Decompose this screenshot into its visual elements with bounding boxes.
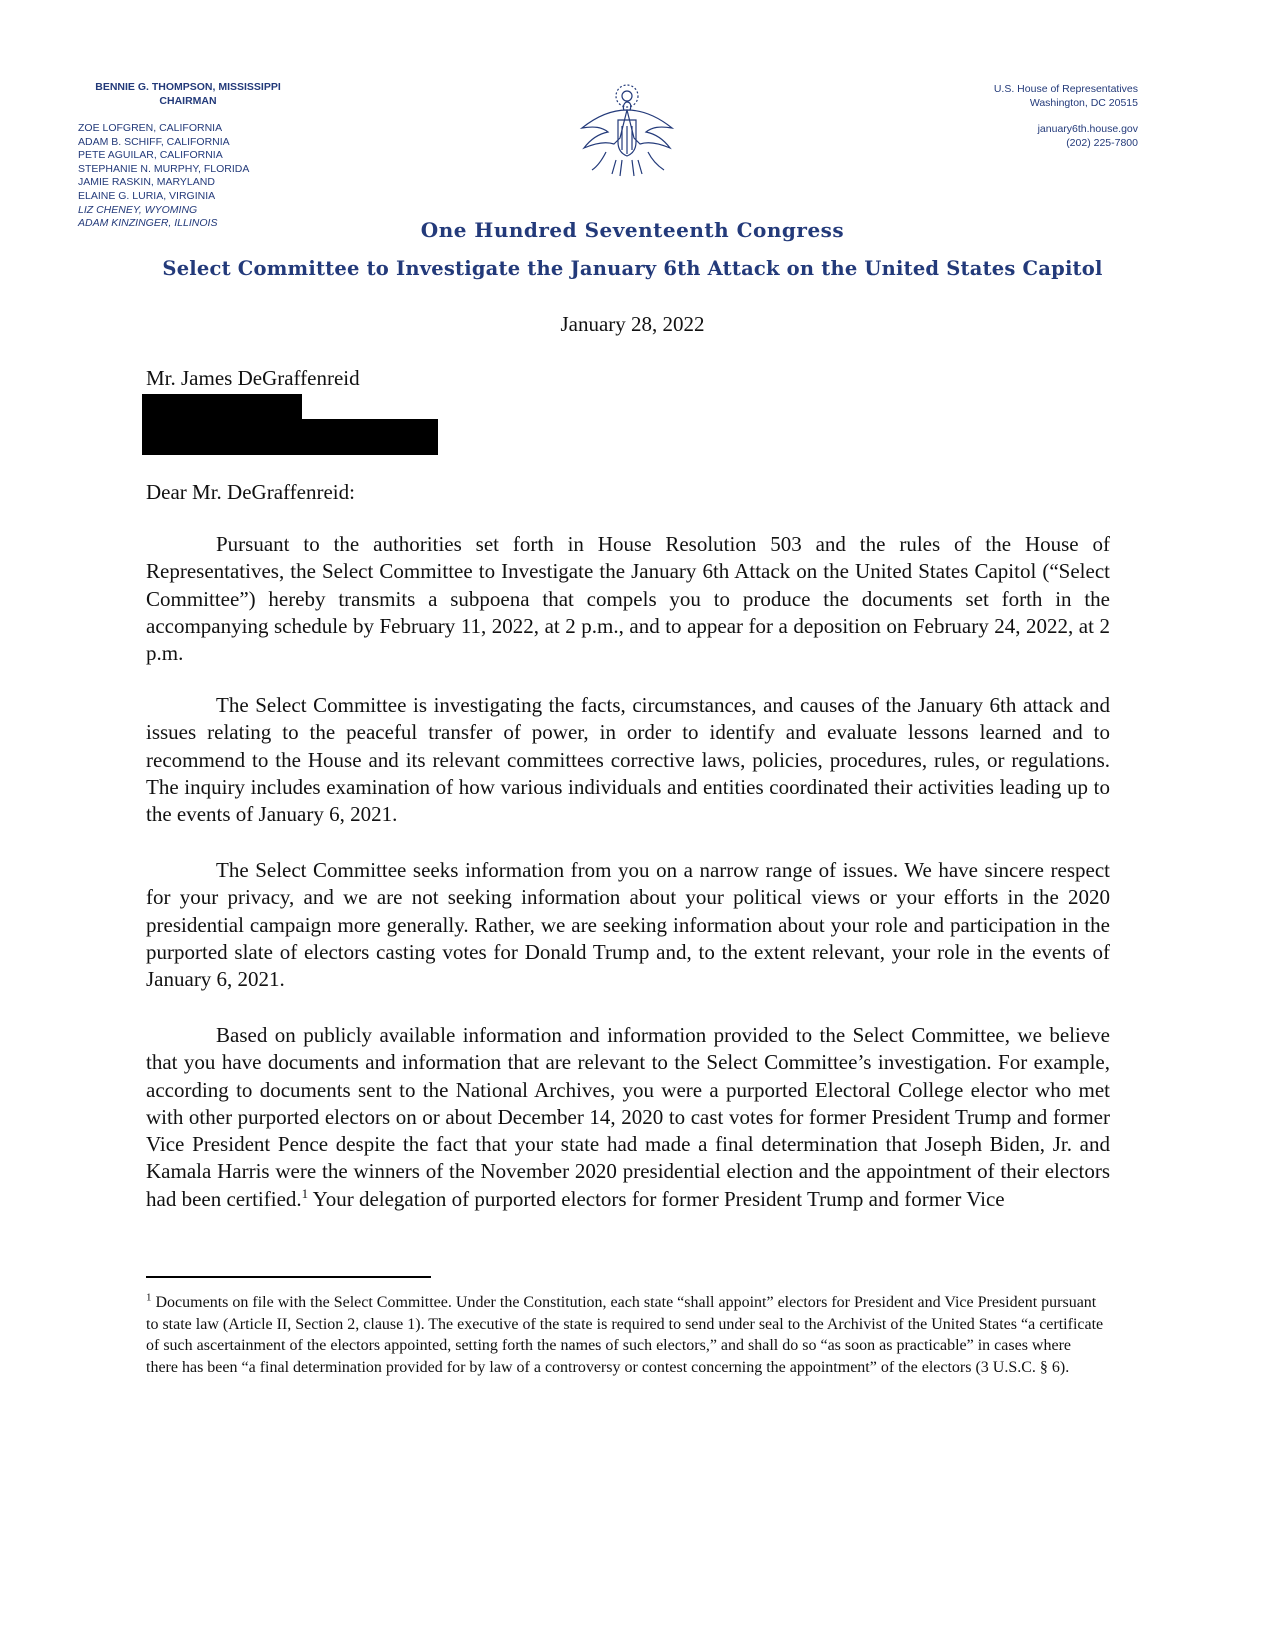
paragraph (146, 1022, 1110, 1213)
paragraph-text: Your delegation of purported electors for former President Trump and former Vice (308, 1186, 1005, 1211)
committee-members (78, 122, 249, 231)
footnote (146, 1292, 1106, 1378)
address-line: U.S. House of Representatives (993, 83, 1138, 95)
paragraph: Pursuant to the authorities set forth in House Resolution 503 and the rules of the House of Representatives, the Select Committee to Investigate the January 6th Attack on the United States Capitol (“Select Committee”) hereby transmits a subpoena that compels you to produce the documents set forth in the accompanying schedule by February 11, 2022, at 2 p.m., and to appear for a deposition on February 24, 2022, at 2 p.m. (146, 532, 1110, 666)
congress-heading: One Hundred Seventeenth Congress (420, 218, 845, 242)
member-name: ADAM B. SCHIFF, CALIFORNIA (78, 135, 230, 148)
footnote-number: 1 (146, 1291, 152, 1304)
footnote-text: Documents on file with the Select Committee. Under the Constitution, each state “shall appoint” electors for President and Vice President pursuant to state law (Article II, Section 2, clause 1). The executive of the state is required to send under seal to the Archivist of the United States “a certificate of such ascertainment of the electors appointed, setting forth the names of such electors,” and shall do so “as soon as practicable” in cases where there has been “a final determination provided for by law of a controversy or contest concerning the appointment” of the electors (3 U.S.C. § 6). (146, 1294, 1104, 1376)
paragraph: The Select Committee seeks information from you on a narrow range of issues. We have sincere respect for your privacy, and we are not seeking information about your political views or your efforts in the 2020 presidential campaign more generally. Rather, we are seeking information about your role and participation in the purported slate of electors casting votes for Donald Trump and, to the extent relevant, your role in the events of January 6, 2021. (146, 858, 1110, 992)
redaction-bar (142, 419, 438, 455)
letter-date: January 28, 2022 (560, 312, 705, 336)
chairman-name: BENNIE G. THOMPSON, MISSISSIPPI (95, 81, 281, 93)
great-seal-eagle-icon (572, 80, 682, 180)
chairman-title: CHAIRMAN (159, 95, 217, 107)
address-line: Washington, DC 20515 (1029, 97, 1138, 109)
committee-heading: Select Committee to Investigate the January 6th Attack on the United States Capitol (162, 257, 1103, 280)
paragraph-text: Based on publicly available information and information provided to the Select Committee, we believe that you have documents and information that are relevant to the Select Committee’s investigation. For example, according to documents sent to the National Archives, you were a purported Electoral College elector who met with other purported electors on or about December 14, 2020 to cast votes for former President Trump and former Vice President Pence despite the fact that your state had made a final determination that Joseph Biden, Jr. and Kamala Harris were the winners of the November 2020 presidential election and the appointment of their electors had been certified. (146, 1023, 1110, 1211)
committee-address (994, 82, 1138, 150)
member-name: ZOE LOFGREN, CALIFORNIA (78, 122, 223, 134)
salutation: Dear Mr. DeGraffenreid: (146, 480, 355, 504)
member-name: ELAINE G. LURIA, VIRGINIA (78, 189, 216, 202)
footnote-divider (146, 1276, 431, 1278)
footnote-reference[interactable]: 1 (301, 1185, 309, 1201)
member-name: ADAM KINZINGER, ILLINOIS (78, 217, 218, 230)
member-name: LIZ CHENEY, WYOMING (78, 203, 198, 216)
addressee-name: Mr. James DeGraffenreid (146, 366, 360, 390)
phone-number: (202) 225-7800 (1066, 137, 1138, 149)
member-name: STEPHANIE N. MURPHY, FLORIDA (78, 162, 250, 175)
paragraph: The Select Committee is investigating the facts, circumstances, and causes of the January 6th attack and issues relating to the peaceful transfer of power, in order to identify and evaluate lessons learned and to recommend to the House and its relevant committees corrective laws, policies, procedures, rules, or regulations. The inquiry includes examination of how various individuals and entities coordinated their activities leading up to the events of January 6, 2021. (146, 693, 1110, 827)
member-name: JAMIE RASKIN, MARYLAND (78, 176, 215, 189)
redaction-bar (142, 394, 302, 420)
website-link[interactable]: january6th.house.gov (1037, 123, 1138, 135)
member-name: PETE AGUILAR, CALIFORNIA (78, 149, 223, 162)
chairman-block (78, 80, 298, 108)
